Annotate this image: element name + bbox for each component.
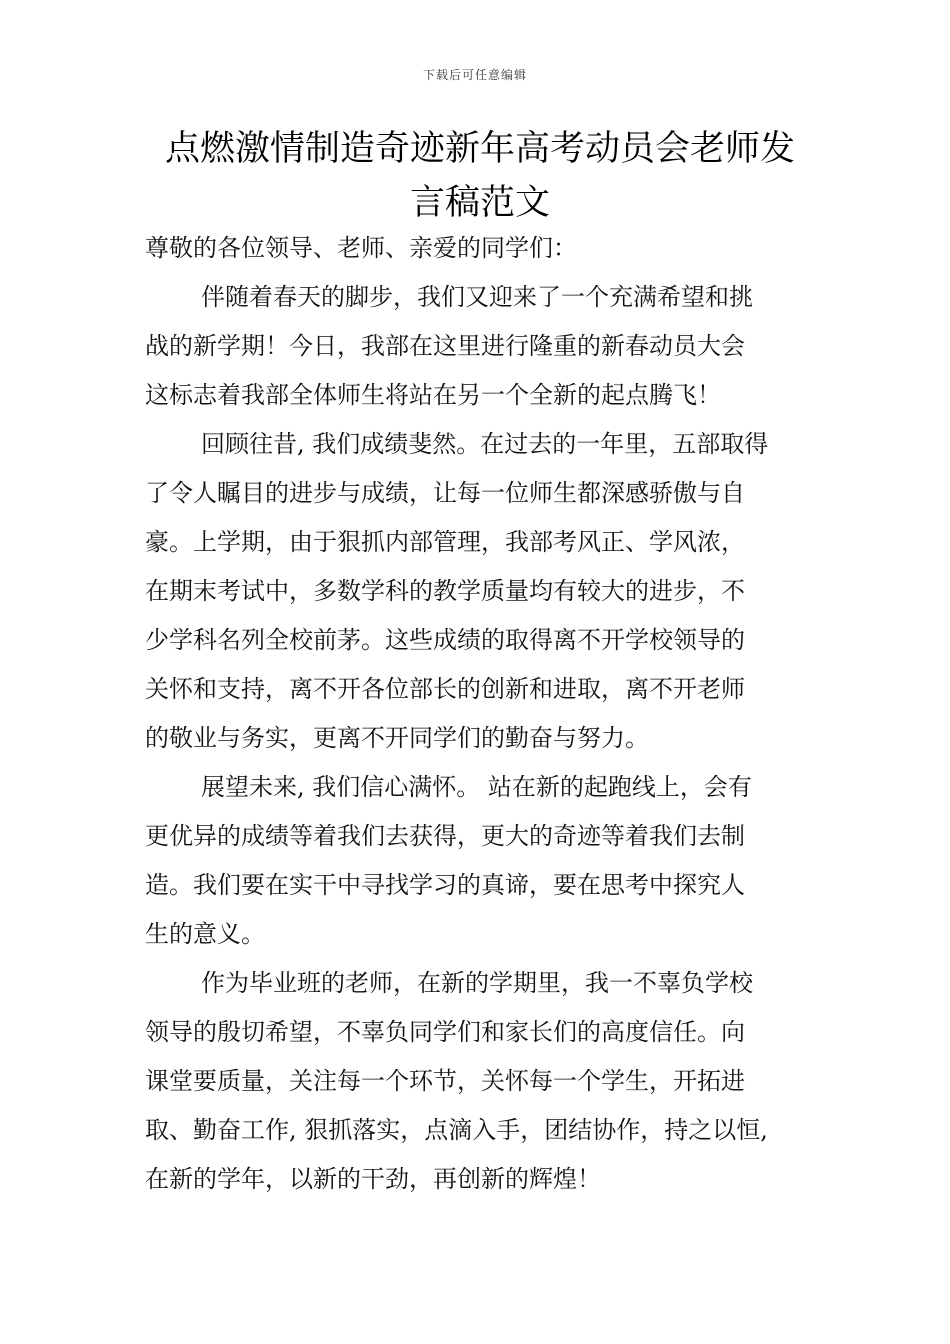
paragraph-line: 关怀和支持，离不开各位部长的创新和进取，离不开老师	[145, 675, 745, 703]
paragraph-look-ahead	[145, 763, 815, 959]
paragraph-spring-semester	[145, 273, 815, 420]
paragraph-line: 伴随着春天的脚步，我们又迎来了一个充满希望和挑	[201, 283, 753, 311]
paragraph-line: 豪。上学期，由于狠抓内部管理，我部考风正、学风浓，	[145, 528, 745, 556]
paragraph-line: 造。我们要在实干中寻找学习的真谛，要在思考中探究人	[145, 871, 745, 899]
paragraph-line: 课堂要质量，关注每一个环节，关怀每一个学生，开拓进	[145, 1067, 745, 1095]
paragraph-line: 在期末考试中，多数学科的教学质量均有较大的进步，不	[145, 577, 745, 605]
paragraph-line: 在新的学年，以新的干劲，再创新的辉煌！	[145, 1165, 601, 1193]
paragraph-line: 的敬业与务实，更离不开同学们的勤奋与努力。	[145, 724, 649, 752]
paragraph-line: 这标志着我部全体师生将站在另一个全新的起点腾飞！	[145, 381, 721, 409]
paragraph-line: 回顾往昔, 我们成绩斐然。在过去的一年里，五部取得	[201, 430, 769, 458]
page-header: 下载后可任意编辑	[422, 68, 527, 82]
paragraph-line: 更优异的成绩等着我们去获得，更大的奇迹等着我们去制	[145, 822, 745, 850]
paragraph-line: 生的意义。	[145, 920, 265, 948]
document-title-line-1: 点燃激情制造奇迹新年高考动员会老师发	[164, 129, 795, 169]
paragraph-line: 取、勤奋工作, 狠抓落实，点滴入手，团结协作，持之以恒,	[145, 1116, 768, 1144]
document-title	[145, 122, 815, 230]
paragraph-line: 了令人瞩目的进步与成绩，让每一位师生都深感骄傲与自	[145, 479, 745, 507]
paragraph-line: 战的新学期！今日，我部在这里进行隆重的新春动员大会	[145, 332, 745, 360]
paragraph-review-past	[145, 420, 815, 763]
paragraph-line: 少学科名列全校前茅。这些成绩的取得离不开学校领导的	[145, 626, 745, 654]
salutation: 尊敬的各位领导、老师、亲爱的同学们：	[145, 234, 577, 262]
document-title-line-2: 言稿范文	[409, 183, 550, 223]
paragraph-line: 领导的殷切希望，不辜负同学们和家长们的高度信任。向	[145, 1018, 745, 1046]
paragraph-line: 展望未来, 我们信心满怀。 站在新的起跑线上，会有	[201, 773, 752, 801]
paragraph-line: 作为毕业班的老师，在新的学期里，我一不辜负学校	[201, 969, 753, 997]
document-body	[145, 224, 815, 1204]
paragraph-teacher-commitment	[145, 959, 815, 1204]
